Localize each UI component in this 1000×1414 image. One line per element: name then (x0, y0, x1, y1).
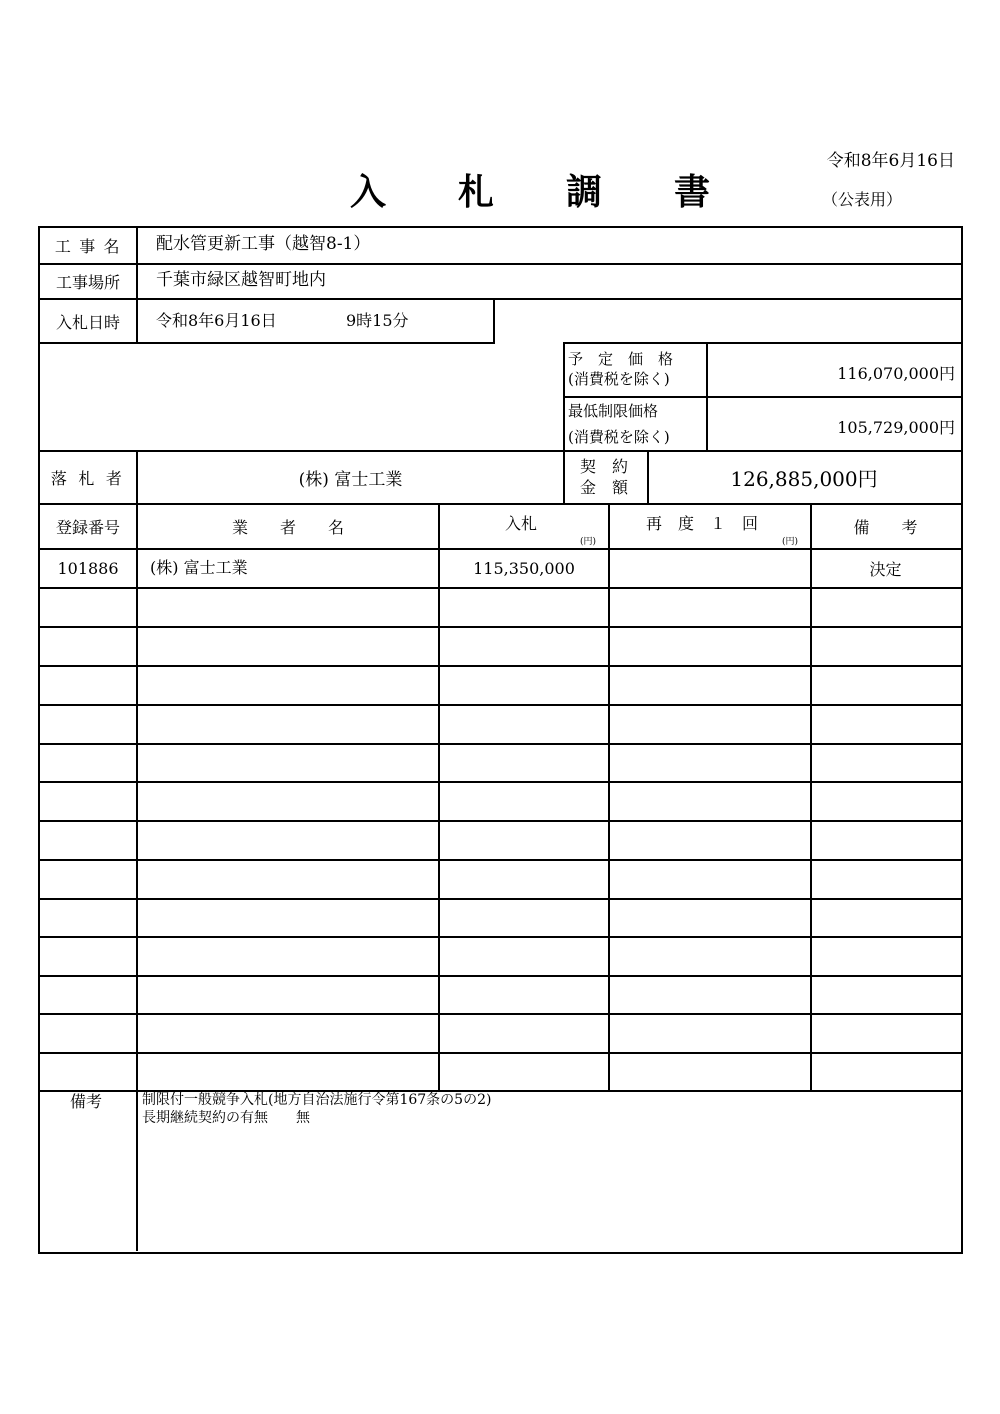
bid-datetime-label: 入札日時 (55, 312, 120, 332)
winner-value: (株) 富士工業 (298, 470, 403, 490)
minimum-price-label: 最低制限価格 (568, 402, 659, 420)
table-row-remarks: 決定 (869, 560, 902, 579)
table-row-rebid (610, 550, 810, 587)
header-rebid: 再 度 １ 回 (646, 514, 759, 533)
planned-price-label: 予 定 価 格 (568, 350, 674, 368)
notes-line-2: 長期継続契約の有無 無 (142, 1110, 310, 1126)
table-row-company: (株) 富士工業 (150, 558, 248, 577)
header-reg-no: 登録番号 (55, 518, 120, 537)
document-title: 入 札 調 書 (350, 171, 729, 213)
project-name-label: 工 事 名 (54, 237, 122, 256)
minimum-price-value: 105,729,000円 (837, 418, 955, 437)
project-name-value: 配水管更新工事（越智8-1） (156, 234, 371, 254)
header-rebid-unit: (円) (782, 537, 799, 547)
header-company: 業 者 名 (231, 518, 344, 537)
contract-amount-value: 126,885,000円 (730, 467, 878, 491)
project-site-label: 工事場所 (55, 272, 120, 292)
planned-price-tax-note: (消費税を除く) (568, 370, 670, 388)
contract-amount-label-2: 金 額 (580, 478, 629, 497)
notes-label: 備考 (70, 1092, 103, 1111)
notes-line-1: 制限付一般競争入札(地方自治法施行令第167条の5の2) (142, 1092, 492, 1108)
table-row-reg-no: 101886 (57, 559, 119, 578)
public-use-note: （公表用） (822, 190, 903, 209)
document-date: 令和8年6月16日 (826, 151, 955, 171)
planned-price-value: 116,070,000円 (837, 364, 955, 383)
minimum-price-tax-note: (消費税を除く) (568, 428, 670, 446)
bid-time-value: 9時15分 (346, 311, 409, 330)
header-bid: 入札 (505, 514, 538, 533)
winner-label: 落 札 者 (50, 469, 126, 488)
contract-amount-label-1: 契 約 (580, 457, 629, 476)
project-site-value: 千葉市緑区越智町地内 (156, 270, 326, 290)
table-row-bid: 115,350,000 (473, 559, 575, 578)
header-remarks: 備 考 (853, 518, 918, 537)
bid-date-value: 令和8年6月16日 (156, 311, 277, 330)
header-bid-unit: (円) (580, 537, 597, 547)
